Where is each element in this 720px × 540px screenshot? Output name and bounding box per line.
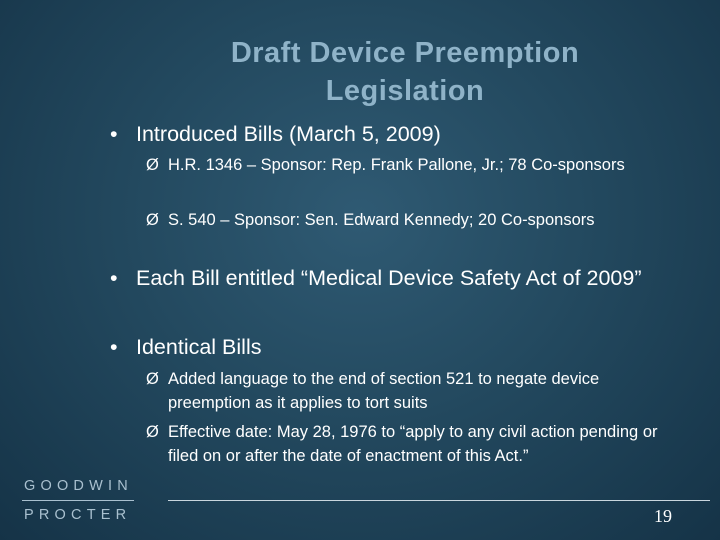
bullet-marker: •: [110, 335, 118, 359]
sub-bullet-added-language: [146, 367, 638, 415]
slide-title-line-2: Legislation: [325, 75, 485, 107]
page-number: 19: [654, 506, 672, 526]
bullet-marker: •: [110, 122, 118, 146]
sub-bullet-text: Added language to the end of section 521 to negate device preemption as it applies to tort suits: [168, 370, 600, 412]
bullet-identical-bills: [110, 334, 696, 360]
sub-bullet-effective-date: [146, 420, 666, 468]
sub-bullet-text: H.R. 1346 – Sponsor: Rep. Frank Pallone, Jr.; 78 Co-sponsors: [168, 156, 625, 174]
sub-bullet-hr-1346: [146, 153, 656, 177]
logo-goodwin: GOODWIN: [24, 478, 133, 494]
bullet-introduced-bills: [110, 121, 696, 147]
bullet-marker: •: [110, 266, 118, 290]
logo-procter: PROCTER: [24, 507, 132, 523]
sub-bullet-s-540: [146, 208, 618, 232]
sub-bullet-text: S. 540 – Sponsor: Sen. Edward Kennedy; 20 Co-sponsors: [168, 211, 595, 229]
bullet-text: Each Bill entitled “Medical Device Safety Act of 2009”: [136, 266, 642, 290]
arrow-bullet-icon: Ø: [146, 423, 159, 441]
arrow-bullet-icon: Ø: [146, 156, 159, 174]
arrow-bullet-icon: Ø: [146, 370, 159, 388]
bullet-text: Introduced Bills (March 5, 2009): [136, 122, 441, 146]
slide-title: [150, 34, 660, 110]
bullet-text: Identical Bills: [136, 335, 262, 359]
arrow-bullet-icon: Ø: [146, 211, 159, 229]
logo-divider: [22, 500, 134, 501]
slide-title-line-1: Draft Device Preemption: [230, 37, 580, 69]
sub-bullet-text: Effective date: May 28, 1976 to “apply to any civil action pending or filed on or after the date of enactment of this Act.”: [168, 423, 658, 465]
bullet-act-title: [110, 265, 696, 291]
footer-rule: [168, 500, 710, 501]
